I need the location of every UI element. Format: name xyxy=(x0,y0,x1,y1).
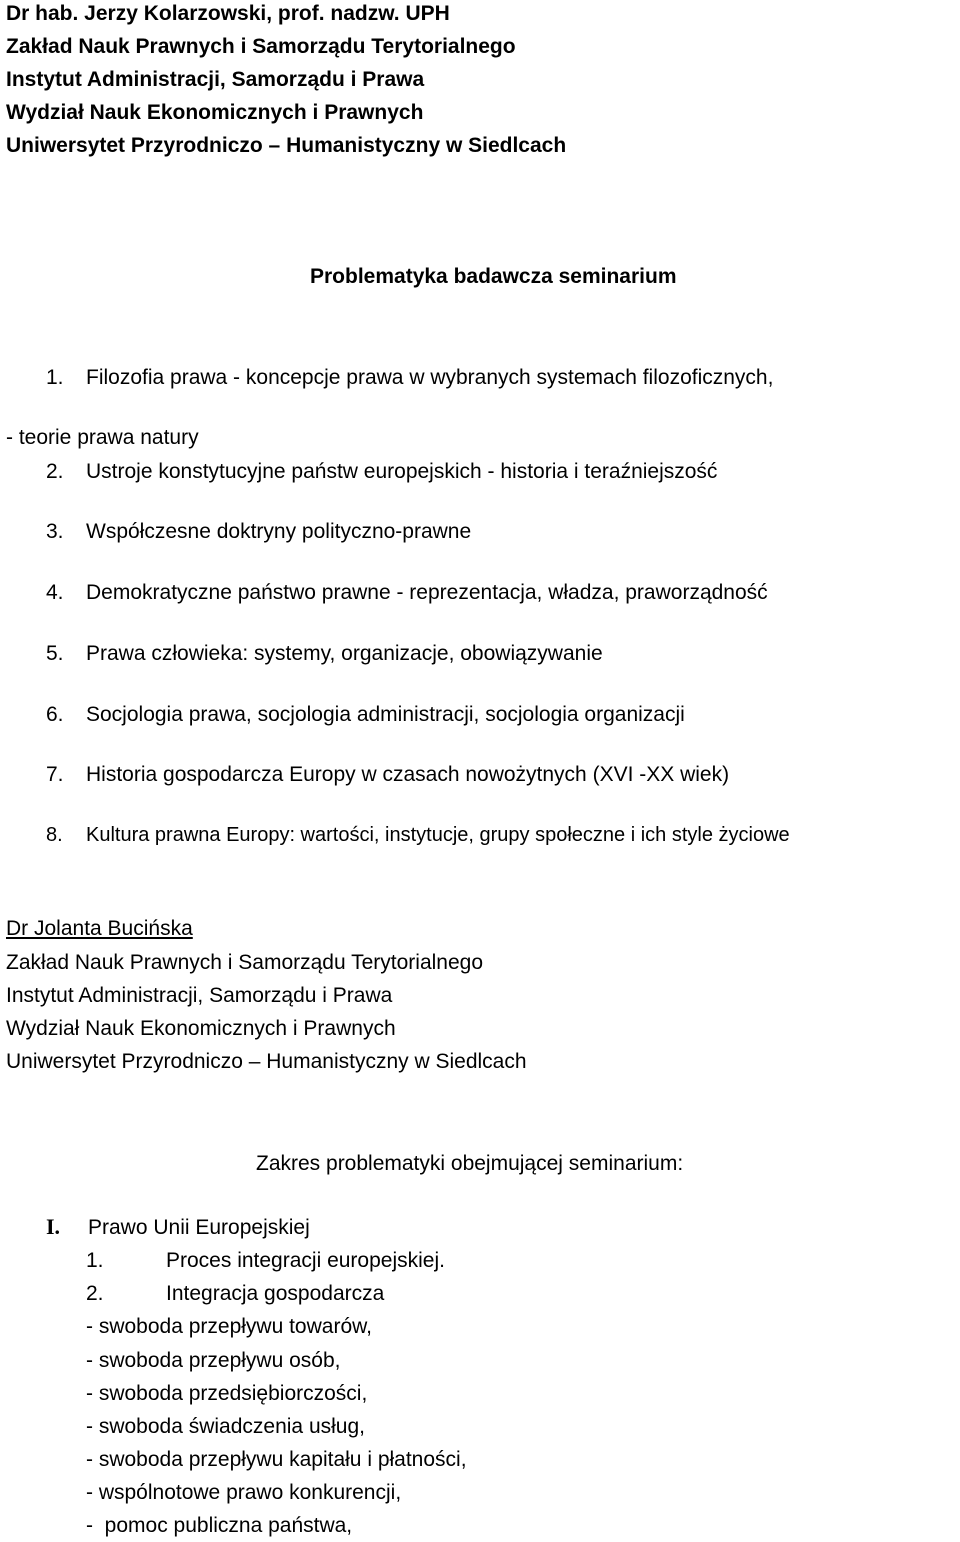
item-text: Prawa człowieka: systemy, organizacje, obowiązywanie xyxy=(86,642,603,665)
university-name: Uniwersytet Przyrodniczo – Humanistyczny w Siedlcach xyxy=(6,134,567,157)
item-number: 8. xyxy=(46,824,63,846)
item-number: 5. xyxy=(46,642,64,665)
part-number: I. xyxy=(46,1214,61,1239)
institute-name: Instytut Administracji, Samorządu i Prawa xyxy=(6,984,393,1007)
item-number: 4. xyxy=(46,581,64,604)
item-text: Demokratyczne państwo prawne - reprezentacja, władza, praworządność xyxy=(86,581,768,604)
bullet-item: - wspólnotowe prawo konkurencji, xyxy=(86,1481,402,1504)
section-title: Zakres problematyki obejmującej seminarium: xyxy=(256,1152,684,1175)
item-number: 2. xyxy=(86,1282,104,1305)
institute-name: Instytut Administracji, Samorządu i Prawa xyxy=(6,68,425,91)
item-text: Socjologia prawa, socjologia administracji, socjologia organizacji xyxy=(86,703,685,726)
item-text: Ustroje konstytucyjne państw europejskich - historia i teraźniejszość xyxy=(86,460,718,483)
bullet-item: - swoboda przepływu osób, xyxy=(86,1349,341,1372)
item-text: Historia gospodarcza Europy w czasach nowożytnych (XVI -XX wiek) xyxy=(86,763,730,786)
author-name: Dr Jolanta Bucińska xyxy=(6,917,193,940)
item-number: 2. xyxy=(46,460,64,483)
faculty-name: Wydział Nauk Ekonomicznych i Prawnych xyxy=(6,1017,396,1040)
faculty-name: Wydział Nauk Ekonomicznych i Prawnych xyxy=(6,101,424,124)
section-title: Problematyka badawcza seminarium xyxy=(310,265,677,288)
author-name: Dr hab. Jerzy Kolarzowski, prof. nadzw. UPH xyxy=(6,2,450,25)
department-name: Zakład Nauk Prawnych i Samorządu Terytorialnego xyxy=(6,35,516,58)
bullet-item: - pomoc publiczna państwa, xyxy=(86,1514,353,1537)
bullet-item: - swoboda przedsiębiorczości, xyxy=(86,1382,368,1405)
item-text: Współczesne doktryny polityczno-prawne xyxy=(86,520,472,543)
list-item: - teorie prawa natury xyxy=(6,426,199,449)
item-number: 1. xyxy=(46,366,64,389)
bullet-item: - swoboda przepływu kapitału i płatności, xyxy=(86,1448,467,1471)
item-number: 1. xyxy=(86,1249,104,1272)
item-number: 7. xyxy=(46,763,64,786)
item-text: Proces integracji europejskiej. xyxy=(166,1249,445,1272)
item-text: Integracja gospodarcza xyxy=(166,1282,385,1305)
part-title: Prawo Unii Europejskiej xyxy=(88,1216,310,1239)
bullet-item: - swoboda świadczenia usług, xyxy=(86,1415,365,1438)
item-text: Kultura prawna Europy: wartości, instytucje, grupy społeczne i ich style życiowe xyxy=(86,824,790,846)
item-text: Filozofia prawa - koncepcje prawa w wybranych systemach filozoficznych, xyxy=(86,366,774,389)
item-number: 6. xyxy=(46,703,64,726)
bullet-item: - swoboda przepływu towarów, xyxy=(86,1315,372,1338)
university-name: Uniwersytet Przyrodniczo – Humanistyczny w Siedlcach xyxy=(6,1050,527,1073)
item-number: 3. xyxy=(46,520,64,543)
department-name: Zakład Nauk Prawnych i Samorządu Terytorialnego xyxy=(6,951,484,974)
